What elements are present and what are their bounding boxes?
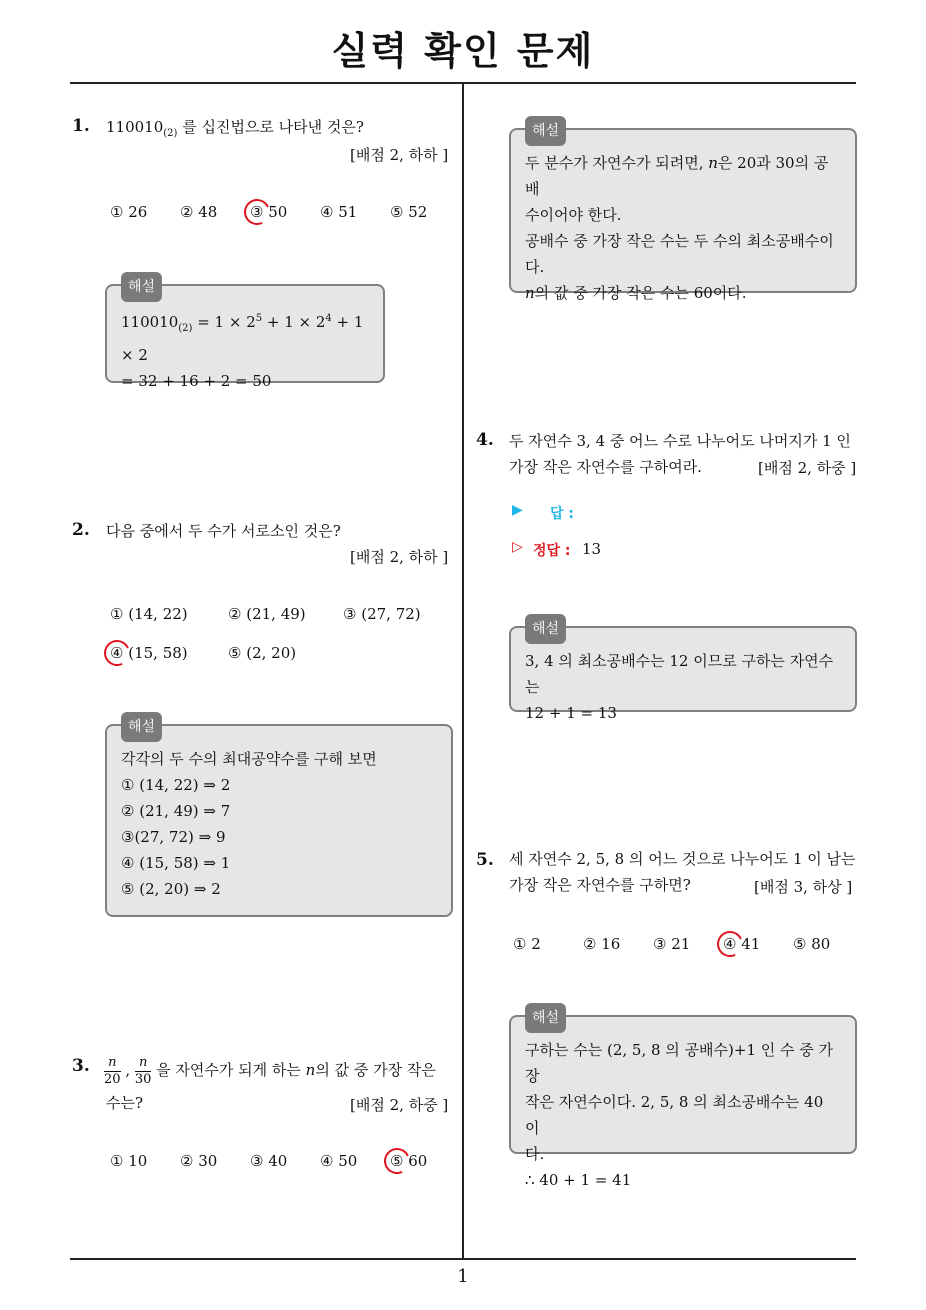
q3-explanation-box — [509, 123, 857, 302]
q5-expl-line-4: ∴ 40 + 1 = 41 — [525, 1171, 632, 1189]
q2-explanation-box — [105, 719, 453, 917]
q2-choice-1[interactable]: ① (14, 22) — [110, 605, 188, 623]
q1-choice-2[interactable]: ② 48 — [180, 203, 218, 221]
q1-choice-4[interactable]: ④ 51 — [320, 203, 358, 221]
question-3-text-line-2: 수는? — [106, 1094, 144, 1112]
q5-choice-3[interactable]: ③ 21 — [653, 935, 691, 953]
question-4-text-line-2: 가장 작은 자연수를 구하여라. — [509, 458, 702, 476]
fraction-n-20: $\frac{n}{20}$ — [104, 1054, 121, 1087]
q2-choice-2[interactable]: ② (21, 49) — [228, 605, 306, 623]
page-number: 1 — [457, 1266, 469, 1287]
q5-expl-line-3: 다. — [525, 1145, 545, 1163]
q2-expl-line-4: ③(27, 72) ⇒ 9 — [121, 828, 226, 846]
q5-explanation-box — [509, 1010, 857, 1189]
explanation-tag: 해설 — [525, 116, 566, 146]
question-4-meta: [배점 2, 하중 ] — [758, 459, 857, 477]
explanation-tag: 해설 — [121, 272, 162, 302]
question-4-text-line-1: 두 자연수 3, 4 중 어느 수로 나누어도 나머지가 1 인 — [509, 432, 851, 450]
q2-choice-5[interactable]: ⑤ (2, 20) — [228, 644, 297, 662]
q3-expl-line-5: n의 값 중 가장 작은 수는 60이다. — [525, 284, 747, 302]
q5-choice-4[interactable]: ④ 41 — [723, 935, 761, 953]
q3-choice-5[interactable]: ⑤ 60 — [390, 1152, 428, 1170]
question-2-text: 다음 중에서 두 수가 서로소인 것은? — [106, 522, 341, 540]
q1-choice-1[interactable]: ① 26 — [110, 203, 148, 221]
question-1-text: $110010_{(2)}$ 를 십진법으로 나타낸 것은? — [106, 118, 364, 139]
explanation-tag: 해설 — [121, 712, 162, 742]
explanation-tag: 해설 — [525, 614, 566, 644]
q1-selected-mark — [240, 195, 273, 228]
question-3-number: 3. — [72, 1056, 90, 1076]
q5-selected-mark — [713, 927, 746, 960]
q2-expl-line-1: 각각의 두 수의 최대공약수를 구해 보면 — [121, 750, 377, 768]
q2-expl-line-6: ⑤ (2, 20) ⇒ 2 — [121, 880, 221, 898]
q3-expl-line-4: 다. — [525, 258, 545, 276]
q5-choice-2[interactable]: ② 16 — [583, 935, 621, 953]
column-divider — [462, 83, 464, 1259]
question-1-meta: [배점 2, 하하 ] — [350, 146, 449, 164]
q1-choice-5[interactable]: ⑤ 52 — [390, 203, 428, 221]
q2-expl-line-2: ① (14, 22) ⇒ 2 — [121, 776, 231, 794]
fraction-n-30: $\frac{n}{30}$ — [134, 1054, 152, 1087]
q4-explanation-box — [509, 621, 857, 722]
q2-expl-line-5: ④ (15, 58) ⇒ 1 — [121, 854, 231, 872]
q3-choice-3[interactable]: ③ 40 — [250, 1152, 288, 1170]
question-3-meta: [배점 2, 하중 ] — [350, 1096, 449, 1114]
q3-choice-2[interactable]: ② 30 — [180, 1152, 218, 1170]
q3-choice-4[interactable]: ④ 50 — [320, 1152, 358, 1170]
q1-expl-line-2: = 32 + 16 + 2 = 50 — [121, 372, 272, 390]
q1-expl-line-1: $110010_{(2)} = 1 \times 2^5 + 1 \times 2^4 + 1 \times 2$ — [121, 313, 364, 364]
correct-answer-label: 정답 : — [533, 543, 571, 559]
question-4-number: 4. — [476, 430, 494, 450]
question-2-meta: [배점 2, 하하 ] — [350, 548, 449, 566]
question-5-meta: [배점 3, 하상 ] — [754, 878, 853, 896]
q3-expl-line-1: 두 분수가 자연수가 되려면, n은 20과 30의 공배 — [525, 154, 829, 198]
q5-choice-1[interactable]: ① 2 — [513, 935, 541, 953]
q1-explanation-box — [105, 279, 385, 390]
q2-choice-3[interactable]: ③ (27, 72) — [343, 605, 421, 623]
question-1-number: 1. — [72, 116, 90, 136]
q2-expl-line-3: ② (21, 49) ⇒ 7 — [121, 802, 231, 820]
correct-answer-value: 13 — [582, 540, 602, 558]
q3-selected-mark — [380, 1144, 413, 1177]
answer-label: 답 : — [550, 506, 574, 522]
q3-expl-line-3: 공배수 중 가장 작은 수는 두 수의 최소공배수이 — [525, 232, 834, 250]
q3-choice-1[interactable]: ① 10 — [110, 1152, 148, 1170]
q4-expl-line-1: 3, 4 의 최소공배수는 12 이므로 구하는 자연수는 — [525, 652, 834, 696]
explanation-tag: 해설 — [525, 1003, 566, 1033]
q5-choice-5[interactable]: ⑤ 80 — [793, 935, 831, 953]
question-5-text-line-1: 세 자연수 2, 5, 8 의 어느 것으로 나누어도 1 이 남는 — [509, 850, 856, 868]
question-2-number: 2. — [72, 520, 90, 540]
question-3-text: $\frac{n}{20}$ , $\frac{n}{30}$ 을 자연수가 되게 하는 n의 값 중 가장 작은 — [104, 1054, 436, 1087]
q2-choice-4[interactable]: ④ (15, 58) — [110, 644, 188, 662]
q5-expl-line-1: 구하는 수는 (2, 5, 8 의 공배수)+1 인 수 중 가장 — [525, 1041, 834, 1085]
question-5-text-line-2: 가장 작은 자연수를 구하면? — [509, 876, 691, 894]
q2-selected-mark — [100, 636, 133, 669]
q4-expl-line-2: 12 + 1 = 13 — [525, 704, 617, 722]
question-5-number: 5. — [476, 850, 494, 870]
q1-choice-3[interactable]: ③ 50 — [250, 203, 288, 221]
correct-answer-icon: ▷ — [512, 539, 523, 555]
q5-expl-line-2: 작은 자연수이다. 2, 5, 8 의 최소공배수는 40 이 — [525, 1093, 824, 1137]
page-title: 실력 확인 문제 — [331, 29, 595, 73]
answer-play-icon: ▶ — [512, 502, 523, 518]
bottom-rule — [70, 1258, 856, 1260]
q3-expl-line-2: 수이어야 한다. — [525, 206, 622, 224]
